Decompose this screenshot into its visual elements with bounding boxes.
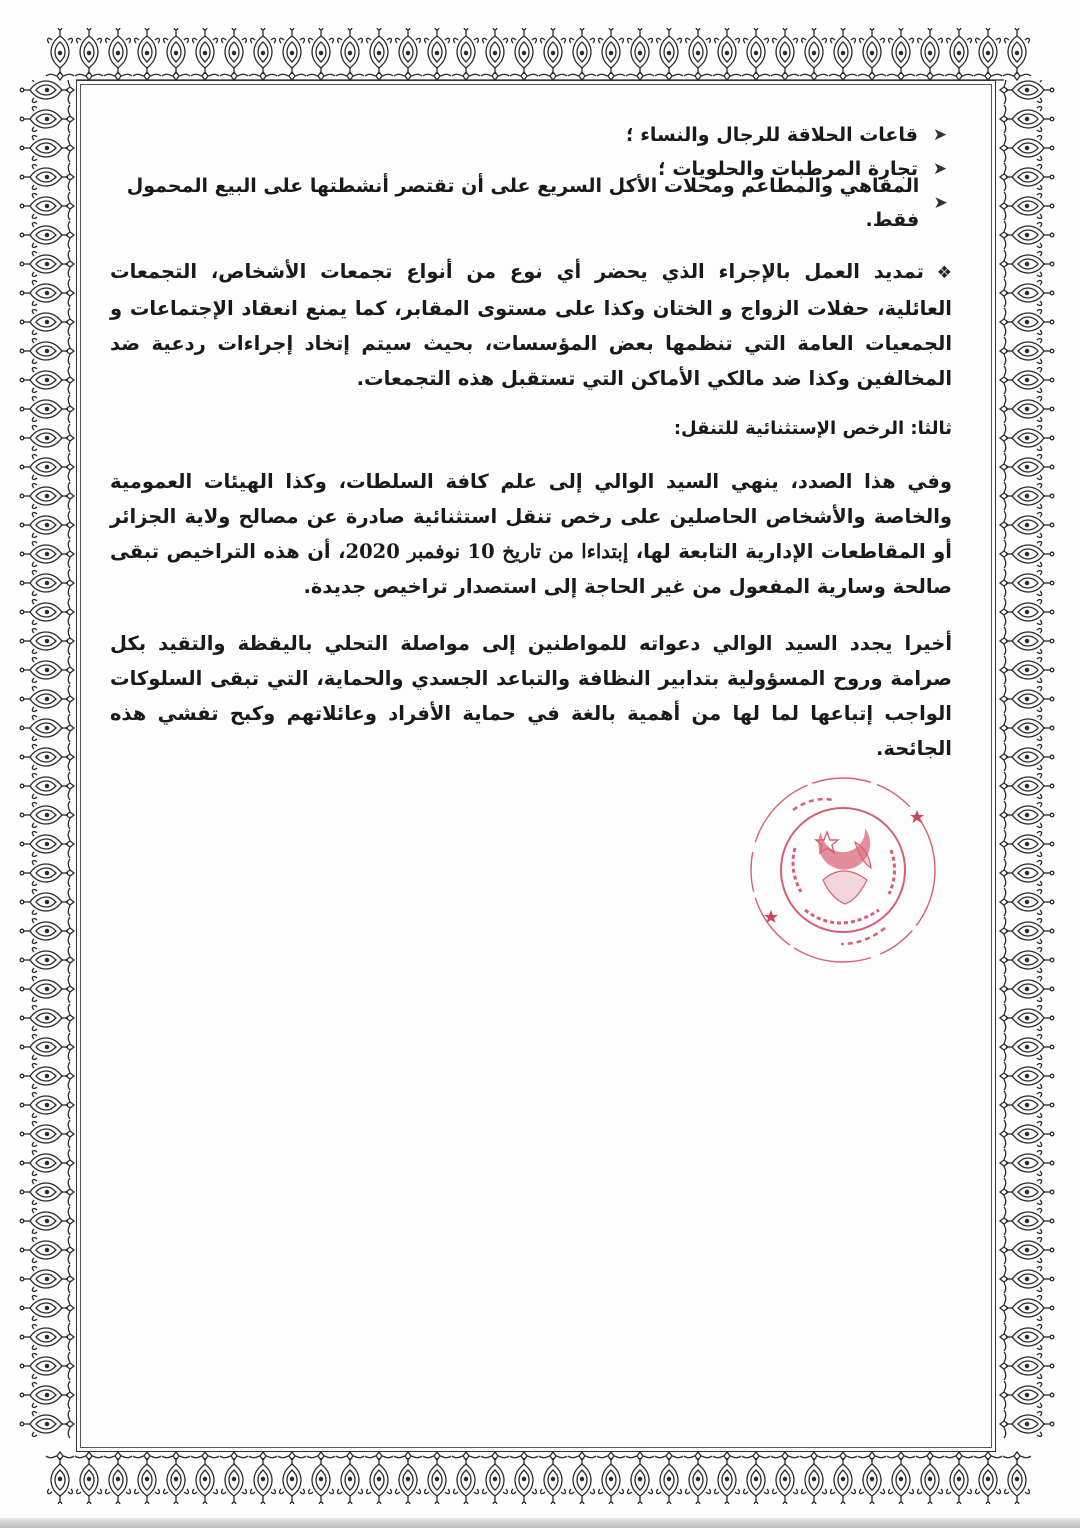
floral-motif (20, 1033, 74, 1061)
floral-motif (20, 221, 74, 249)
floral-motif (974, 1452, 1002, 1504)
floral-motif (133, 28, 161, 80)
floral-motif (20, 772, 74, 800)
floral-motif (46, 1452, 74, 1504)
floral-motif (1000, 511, 1054, 539)
floral-motif (278, 1452, 306, 1504)
floral-motif (1000, 1352, 1054, 1380)
floral-motif (20, 975, 74, 1003)
floral-motif (20, 511, 74, 539)
floral-motif (20, 801, 74, 829)
floral-motif (1000, 482, 1054, 510)
floral-motif (20, 830, 74, 858)
floral-motif (481, 28, 509, 80)
arrowhead-icon: ➤ (933, 193, 948, 213)
floral-motif (1000, 395, 1054, 423)
list-item (110, 118, 952, 152)
scan-edge-shadow (0, 1518, 1080, 1528)
arrowhead-icon: ➤ (932, 125, 948, 145)
floral-motif (771, 28, 799, 80)
floral-motif (20, 917, 74, 945)
floral-motif (1000, 714, 1054, 742)
floral-motif (20, 1004, 74, 1032)
floral-motif (626, 1452, 654, 1504)
list-item-text: قاعات الحلاقة للرجال والنساء ؛ (626, 124, 918, 146)
stamp-outer-ring (751, 778, 935, 962)
floral-motif (20, 163, 74, 191)
floral-motif (365, 28, 393, 80)
floral-motif (1000, 1410, 1054, 1438)
floral-motif (20, 743, 74, 771)
floral-motif (568, 28, 596, 80)
floral-motif (1000, 569, 1054, 597)
floral-motif (1000, 743, 1054, 771)
floral-motif (1000, 1120, 1054, 1148)
floral-motif (858, 1452, 886, 1504)
paragraph-text-part1: وفي هذا الصدد، ينهي السيد الوالي إلى علم كافة السلطات، وكذا الهيئات العمومية والخاصة والأشخاص الحاصلين على رخص تنقل استثنائية صادرة عن مصالح ولاية الجزائر أو المقاطعات الإدارية التابعة لها، (110, 470, 952, 563)
floral-motif (1000, 859, 1054, 887)
floral-motif (20, 366, 74, 394)
floral-motif (20, 1236, 74, 1264)
floral-motif (1000, 627, 1054, 655)
floral-motif (1000, 830, 1054, 858)
floral-motif (1000, 250, 1054, 278)
floral-motif (974, 28, 1002, 80)
floral-motif (887, 1452, 915, 1504)
floral-motif (20, 859, 74, 887)
floral-motif (945, 28, 973, 80)
floral-motif (1000, 1236, 1054, 1264)
floral-motif (220, 28, 248, 80)
floral-motif (20, 1091, 74, 1119)
stamp-inner-ring (781, 808, 905, 932)
floral-motif (1000, 80, 1054, 104)
floral-motif (20, 1323, 74, 1351)
floral-motif (394, 1452, 422, 1504)
floral-motif (20, 192, 74, 220)
closing-paragraph: أخيرا يجدد السيد الوالي دعواته للمواطنين إلى مواصلة التحلي باليقظة والتقيد بكل صرامة وروح المسؤولية بتدابير النظافة والتباعد الجسدي والحماية، التي تبقى السلوكات الواجب إتباعها لما لها من أهمية بالغة في حماية الأفراد وعائلاتهم وكبح تفشي هذه الجائحة. (110, 632, 952, 760)
floral-motif (75, 1452, 103, 1504)
floral-motif (365, 1452, 393, 1504)
floral-motif (742, 1452, 770, 1504)
floral-motif (713, 28, 741, 80)
floral-motif (1000, 540, 1054, 568)
floral-motif (597, 28, 625, 80)
arrowhead-icon: ➤ (932, 159, 948, 179)
floral-motif (20, 656, 74, 684)
border-top (30, 28, 1050, 82)
floral-motif (249, 28, 277, 80)
list-item (110, 175, 952, 231)
floral-motif (945, 1452, 973, 1504)
floral-motif (1000, 1033, 1054, 1061)
border-left (18, 80, 78, 1452)
star-icon (910, 810, 924, 823)
floral-motif (20, 569, 74, 597)
floral-motif (452, 1452, 480, 1504)
floral-motif (423, 28, 451, 80)
floral-motif (684, 28, 712, 80)
floral-motif (916, 28, 944, 80)
floral-motif (278, 28, 306, 80)
floral-motif (20, 1410, 74, 1438)
floral-motif (1000, 946, 1054, 974)
floral-motif (20, 1120, 74, 1148)
floral-motif (20, 714, 74, 742)
paragraph-text: تمديد العمل بالإجراء الذي يحضر أي نوع من أنواع تجمعات الأشخاص، التجمعات العائلية، حفلات الزواج و الختان وكذا على مستوى المقابر، كما يمنع انعقاد الإجتماعات و الجمعيات العامة التي تنظمها بعض المؤسسات، بحيث سيتم إتخاد إجراءات ردعية ضد المخالفين وكذا ضد مالكي الأماكن التي تستقبل هذه التجمعات. (110, 260, 952, 390)
four-diamond-icon: ❖ (936, 263, 952, 283)
floral-motif (20, 105, 74, 133)
floral-motif (1000, 1294, 1054, 1322)
border-bottom (30, 1450, 1050, 1504)
floral-motif (20, 308, 74, 336)
floral-motif (1003, 1452, 1031, 1504)
floral-motif (539, 1452, 567, 1504)
floral-motif (1000, 1323, 1054, 1351)
floral-motif (1000, 453, 1054, 481)
list-item-text: تجارة المرطبات والحلويات ؛ (658, 158, 918, 180)
floral-motif (20, 946, 74, 974)
floral-motif (1000, 917, 1054, 945)
floral-motif (655, 28, 683, 80)
floral-motif (75, 28, 103, 80)
floral-motif (20, 395, 74, 423)
gatherings-ban-paragraph (110, 254, 952, 396)
floral-motif (46, 28, 74, 80)
floral-motif (800, 28, 828, 80)
floral-motif (829, 1452, 857, 1504)
floral-motif (713, 1452, 741, 1504)
floral-motif (1000, 308, 1054, 336)
floral-motif (800, 1452, 828, 1504)
floral-motif (20, 598, 74, 626)
floral-motif (20, 627, 74, 655)
floral-motif (510, 28, 538, 80)
floral-motif (597, 1452, 625, 1504)
floral-motif (20, 1178, 74, 1206)
list-item-text: المقاهي والمطاعم ومحلات الأكل السريع على أن تقتصر أنشطتها على البيع المحمول فقط. (126, 175, 920, 231)
floral-motif (1000, 105, 1054, 133)
floral-motif (20, 337, 74, 365)
floral-motif (20, 1294, 74, 1322)
floral-motif (1000, 598, 1054, 626)
floral-motif (1000, 424, 1054, 452)
floral-motif (452, 28, 480, 80)
floral-motif (191, 1452, 219, 1504)
floral-motif (20, 888, 74, 916)
floral-motif (20, 1265, 74, 1293)
floral-motif (1003, 28, 1031, 80)
floral-motif (481, 1452, 509, 1504)
floral-motif (1000, 337, 1054, 365)
document-body (110, 118, 952, 766)
floral-motif (1000, 1207, 1054, 1235)
floral-motif (20, 482, 74, 510)
floral-motif (104, 28, 132, 80)
floral-motif (1000, 279, 1054, 307)
floral-motif (20, 540, 74, 568)
floral-motif (742, 28, 770, 80)
floral-motif (307, 1452, 335, 1504)
floral-motif (1000, 1062, 1054, 1090)
floral-motif (20, 424, 74, 452)
floral-motif (539, 28, 567, 80)
floral-motif (510, 1452, 538, 1504)
floral-motif (1000, 888, 1054, 916)
floral-motif (1000, 975, 1054, 1003)
floral-motif (220, 1452, 248, 1504)
floral-motif (191, 28, 219, 80)
floral-motif (162, 1452, 190, 1504)
floral-motif (104, 1452, 132, 1504)
floral-motif (249, 1452, 277, 1504)
floral-motif (1000, 1004, 1054, 1032)
floral-motif (1000, 1265, 1054, 1293)
floral-motif (1000, 1381, 1054, 1409)
floral-motif (916, 1452, 944, 1504)
floral-motif (1000, 1149, 1054, 1177)
floral-motif (858, 28, 886, 80)
floral-motif (568, 1452, 596, 1504)
floral-motif (1000, 134, 1054, 162)
floral-motif (336, 28, 364, 80)
floral-motif (20, 685, 74, 713)
floral-motif (1000, 366, 1054, 394)
floral-motif (20, 250, 74, 278)
floral-motif (133, 1452, 161, 1504)
floral-motif (1000, 1091, 1054, 1119)
floral-motif (423, 1452, 451, 1504)
section-heading: ثالثا: الرخص الإستثنائية للتنقل: (673, 418, 952, 439)
floral-motif (1000, 192, 1054, 220)
floral-motif (20, 134, 74, 162)
floral-motif (20, 1062, 74, 1090)
floral-motif (829, 28, 857, 80)
floral-motif (1000, 163, 1054, 191)
floral-motif (684, 1452, 712, 1504)
floral-motif (887, 28, 915, 80)
floral-motif (162, 28, 190, 80)
floral-motif (20, 1207, 74, 1235)
floral-motif (20, 80, 74, 104)
floral-motif (1000, 1178, 1054, 1206)
floral-motif (394, 28, 422, 80)
paragraph-text-part2: ، أن هذه التراخيص تبقى صالحة وسارية المفعول من غير الحاجة إلى استصدار تراخيص جديدة. (110, 540, 952, 598)
floral-motif (20, 279, 74, 307)
border-right (996, 80, 1056, 1452)
floral-motif (1000, 801, 1054, 829)
floral-motif (20, 453, 74, 481)
effective-date: إبتداءا من تاريخ 10 نوفمبر 2020 (345, 540, 629, 563)
activity-list (110, 118, 952, 231)
floral-motif (1000, 772, 1054, 800)
floral-motif (20, 1381, 74, 1409)
floral-motif (1000, 656, 1054, 684)
floral-motif (626, 28, 654, 80)
floral-motif (336, 1452, 364, 1504)
floral-motif (20, 1149, 74, 1177)
floral-motif (771, 1452, 799, 1504)
official-stamp (735, 770, 945, 970)
permits-paragraph (110, 464, 952, 604)
floral-motif (655, 1452, 683, 1504)
floral-motif (307, 28, 335, 80)
floral-motif (20, 1352, 74, 1380)
floral-motif (1000, 221, 1054, 249)
floral-motif (1000, 685, 1054, 713)
